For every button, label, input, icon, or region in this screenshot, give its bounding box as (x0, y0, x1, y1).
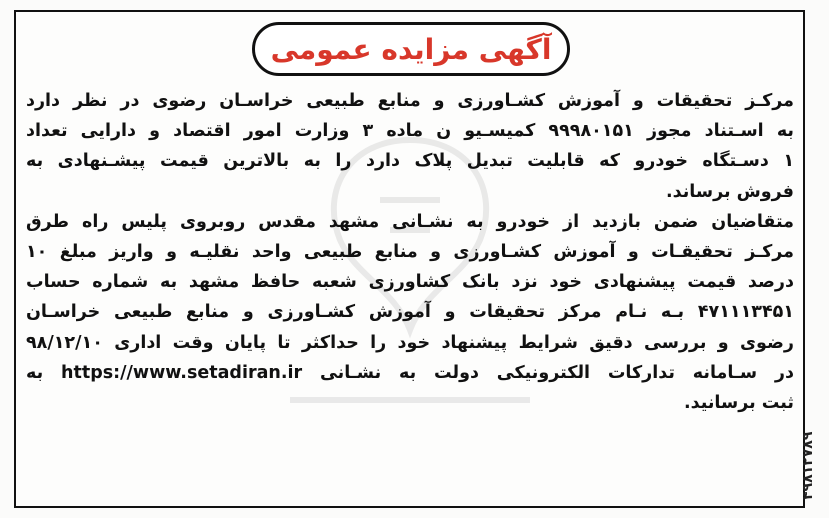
notice-line: به اسـتناد مجوز ۹۹۹۸۰۱۵۱ کمیسـیو ن ماده ۳ وزارت امور اقتصاد و دارایی تعداد (26, 121, 794, 142)
notice-line: ۴۷۱۱۱۳۴۵۱ بـه نـام مرکز تحقیقات و آموزش کشـاورزی و منابع طبیعی خراسـان (26, 302, 794, 323)
title-banner (252, 22, 570, 76)
notice-line: در سـامانه تدارکات الکترونیکی دولت به نشـانی https://www.setadiran.ir به (26, 362, 794, 383)
side-code-strip (798, 320, 824, 510)
side-code: ۴۹۸۱۲۷۸۹ (800, 431, 816, 500)
notice-title: آگهی مزایده عمومی (270, 32, 552, 66)
notice-line: رضوی و بررسی دقیق شرایط پیشنهاد خود را حداکثر تا پایان وقت اداری ۹۸/۱۲/۱۰ (26, 332, 794, 353)
notice-line: مرکـز تحقیقات و آموزش کشـاورزی و منابع طبیعی خراسـان رضوی در نظر دارد (26, 91, 794, 111)
notice-line: مرکـز تحقیقـات و آموزش کشـاورزی و منابع طبیعی واحد نقلیـه و واریز مبلغ ۱۰ (26, 241, 794, 262)
notice-line: متقاضیان ضمن بازدید از خودرو به نشـانی مشهد مقدس روبروی پلیس راه طرق (26, 211, 794, 232)
notice-line: ثبت برسانید. (683, 392, 794, 413)
notice-body (26, 86, 794, 418)
notice-line: ۱ دسـتگاه خودرو که قابلیت تبدیل پلاک دارد را به بالاترین قیمت پیشـنهادی به (26, 151, 794, 172)
notice-line: درصد قیمت پیشنهادی خود نزد بانک کشاورزی شعبه حافظ مشهد به شماره حساب (26, 272, 794, 293)
notice-line: فروش برساند. (665, 181, 794, 202)
